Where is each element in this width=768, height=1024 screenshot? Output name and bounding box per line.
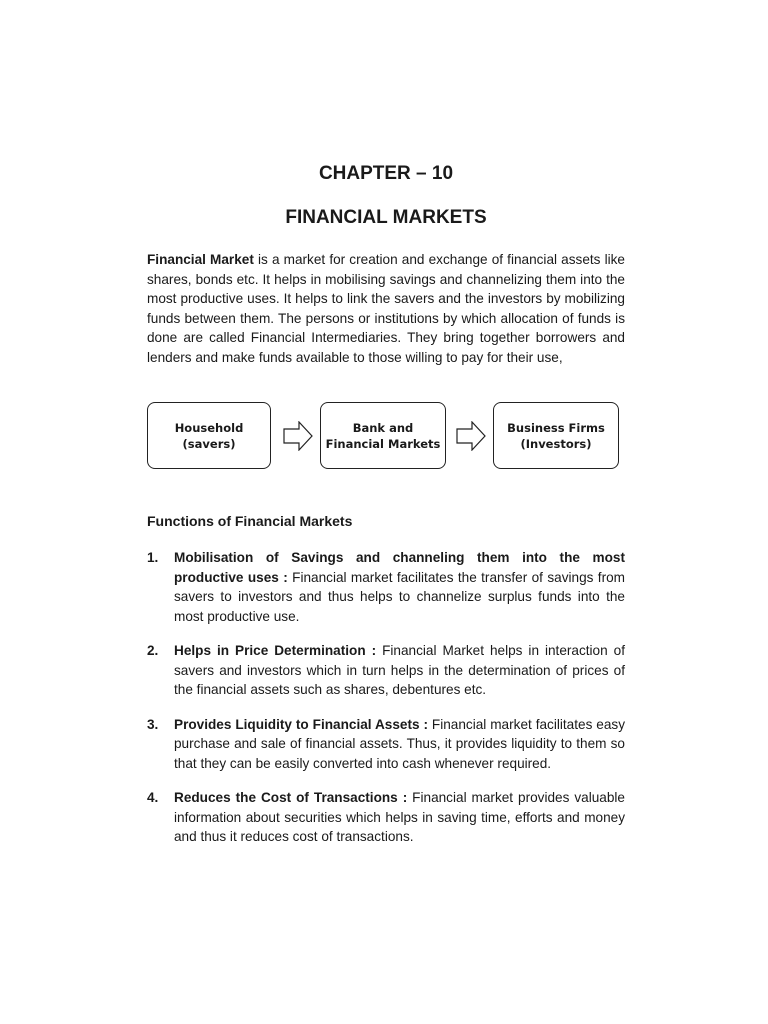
list-item-lead: Helps in Price Determination : [174,643,377,658]
list-item-lead: Provides Liquidity to Financial Assets : [174,716,428,732]
bank-markets-box-line1: Bank and [352,420,414,435]
list-item [147,548,625,626]
chapter-title: FINANCIAL MARKETS [285,207,487,228]
functions-list [147,548,625,847]
household-box-line2: (savers) [182,436,236,451]
intro-term: Financial Market [147,252,254,267]
household-box-line1: Household [174,420,244,435]
list-item [147,641,625,700]
list-item-text: Financial market facilitates easy purchase and sale of financial assets. Thus, it provides liquidity to them so that they can be easily converted into cash whenever required. [174,716,625,771]
list-item-number: 1. [147,550,159,565]
intro-paragraph [147,250,625,367]
list-item-text: Financial Market helps in interaction of savers and investors which in turn helps in the determination of prices of the financial assets such as shares, debentures etc. [174,643,625,697]
list-item-lead: Reduces the Cost of Transactions : [174,790,408,805]
functions-heading: Functions of Financial Markets [147,513,353,529]
business-firms-box-line1: Business Firms [507,420,605,435]
list-item-number: 4. [147,790,159,805]
business-firms-box-line2: (Investors) [520,436,592,451]
intro-text: is a market for creation and exchange of financial assets like shares, bonds etc. It helps in mobilising savings and channelizing them into the most productive uses. It helps to link the savers and the investors by mobilizing funds between them. The persons or institutions by which allocation of funds is done are called Financial Intermediaries. They bring together borrowers and lenders and make funds available to those willing to pay for their use, [147,252,625,365]
right-arrow-icon [283,421,313,451]
list-item-lead: Mobilisation of Savings and channeling them into the most productive uses : [174,550,625,585]
list-item-text: Financial market facilitates the transfer of savings from savers to investors and thus helps to channelize surplus funds into the most productive use. [174,569,625,624]
fund-flow-diagram [147,402,621,472]
right-arrow-icon [456,421,486,451]
business-firms-box [493,402,619,469]
bank-markets-box [320,402,446,469]
chapter-number: CHAPTER – 10 [318,163,454,184]
list-item-text: Financial market provides valuable information about securities which helps in saving time, efforts and money and thus it reduces cost of transactions. [174,790,625,844]
bank-markets-box-line2: Financial Markets [325,436,441,451]
list-item [147,715,625,774]
list-item-number: 3. [147,716,159,732]
list-item [147,788,625,847]
household-box [147,402,271,469]
list-item-number: 2. [147,643,159,658]
